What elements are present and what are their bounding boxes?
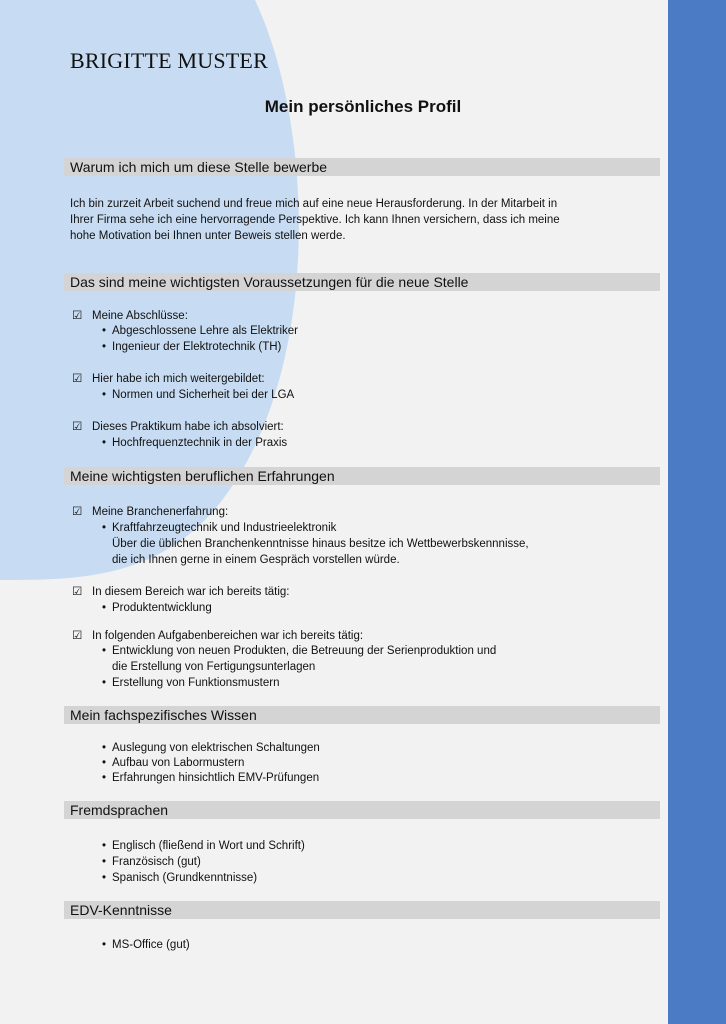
bullet-icon: • xyxy=(102,389,107,401)
bullet-icon: • xyxy=(102,872,107,884)
continuation-line: die ich Ihnen gerne in einem Gespräch vorstellen würde. xyxy=(112,554,400,566)
section-heading-requirements: Das sind meine wichtigsten Voraussetzungen für die neue Stelle xyxy=(64,273,660,291)
checkbox-checked-icon: ☑ xyxy=(72,421,83,433)
paragraph-line: Ihrer Firma sehe ich eine hervorragende Perspektive. Ich kann Ihnen versichern, dass ich meine xyxy=(70,214,560,226)
bullet-icon: • xyxy=(102,742,107,754)
bullet-icon: • xyxy=(102,939,107,951)
applicant-name: BRIGITTE MUSTER xyxy=(70,48,268,73)
motivation-paragraph xyxy=(70,196,655,244)
profile-page: BRIGITTE MUSTER Mein persönliches Profil Warum ich mich um diese Stelle bewerbe Ich bin zurzeit Arbeit suchend und freue mich auf eine neue Herausforderung. In der Mitarbeit in Ihrer Firma sehe ich eine hervorragende Perspektive. Ich kann Ihnen versichern, dass ich meine hohe Motivation bei Ihnen unter Beweis stellen werde. Das sind meine wichtigsten Voraussetzungen für die neue Stelle ☑ Meine Abschlüsse: • Abgeschlossene Lehre als Elektriker • Ingenieur der Elektrotechnik (TH) ☑ Hier habe ich mich weitergebildet: • Normen und Sicherheit bei der LGA ☑ Dieses Praktikum habe ich absolviert: • Hochfrequenztechnik in der Praxis Meine wichtigsten beruflichen Erfahrungen ☑ Meine Branchenerfahrung: • Kraftfahrzeugtechnik und Industrieelektronik Über die üblichen Branchenkenntnisse hinaus besitze ich Wettbewerbskennnisse, die ich Ihnen gerne in einem Gespräch vorstellen würde. ☑ In diesem Bereich war ich bereits tätig: • Produktentwicklung ☑ In folgenden Aufgabenbereichen war ich bereits tätig: • Entwicklung von neuen Produkten, die Betreuung der Serienproduktion und die Erstellung von Fertigungsunterlagen • Erstellung von Funktionsmustern Mein fachspezifisches Wissen • Auslegung von elektrischen Schaltungen • Aufbau von Labormustern • Erfahrungen hinsichtlich EMV-Prüfungen Fremdsprachen • Englisch (fließend in Wort und Schrift) • Französisch (gut) • Spanisch (Grundkenntnisse) EDV-Kenntnisse • MS-Office (gut) xyxy=(0,0,668,1024)
paragraph-line: hohe Motivation bei Ihnen unter Beweis stellen werde. xyxy=(70,230,346,242)
bullet-icon: • xyxy=(102,341,107,353)
bullet-icon: • xyxy=(102,677,107,689)
bullet-icon: • xyxy=(102,840,107,852)
bullet-icon: • xyxy=(102,645,107,657)
right-sidebar xyxy=(668,0,726,1024)
paragraph-line: Ich bin zurzeit Arbeit suchend und freue mich auf eine neue Herausforderung. In der Mitarbeit in xyxy=(70,198,558,210)
section-heading-motivation: Warum ich mich um diese Stelle bewerbe xyxy=(64,158,660,176)
section-heading-knowledge: Mein fachspezifisches Wissen xyxy=(64,706,660,724)
bullet-icon: • xyxy=(102,602,107,614)
checkbox-checked-icon: ☑ xyxy=(72,310,83,322)
section-heading-it: EDV-Kenntnisse xyxy=(64,901,660,919)
checkbox-checked-icon: ☑ xyxy=(72,586,83,598)
bullet-icon: • xyxy=(102,772,107,784)
page-title: Mein persönliches Profil xyxy=(264,97,462,116)
bullet-icon: • xyxy=(102,522,107,534)
checkbox-checked-icon: ☑ xyxy=(72,506,83,518)
bullet-icon: • xyxy=(102,437,107,449)
continuation-line: die Erstellung von Fertigungsunterlagen xyxy=(112,661,316,673)
bullet-icon: • xyxy=(102,757,107,769)
bullet-icon: • xyxy=(102,325,107,337)
section-heading-experience: Meine wichtigsten beruflichen Erfahrungen xyxy=(64,467,660,485)
section-heading-languages: Fremdsprachen xyxy=(64,801,660,819)
checkbox-checked-icon: ☑ xyxy=(72,373,83,385)
bullet-icon: • xyxy=(102,856,107,868)
checkbox-checked-icon: ☑ xyxy=(72,630,83,642)
continuation-line: Über die üblichen Branchenkenntnisse hinaus besitze ich Wettbewerbskennnisse, xyxy=(112,538,529,550)
